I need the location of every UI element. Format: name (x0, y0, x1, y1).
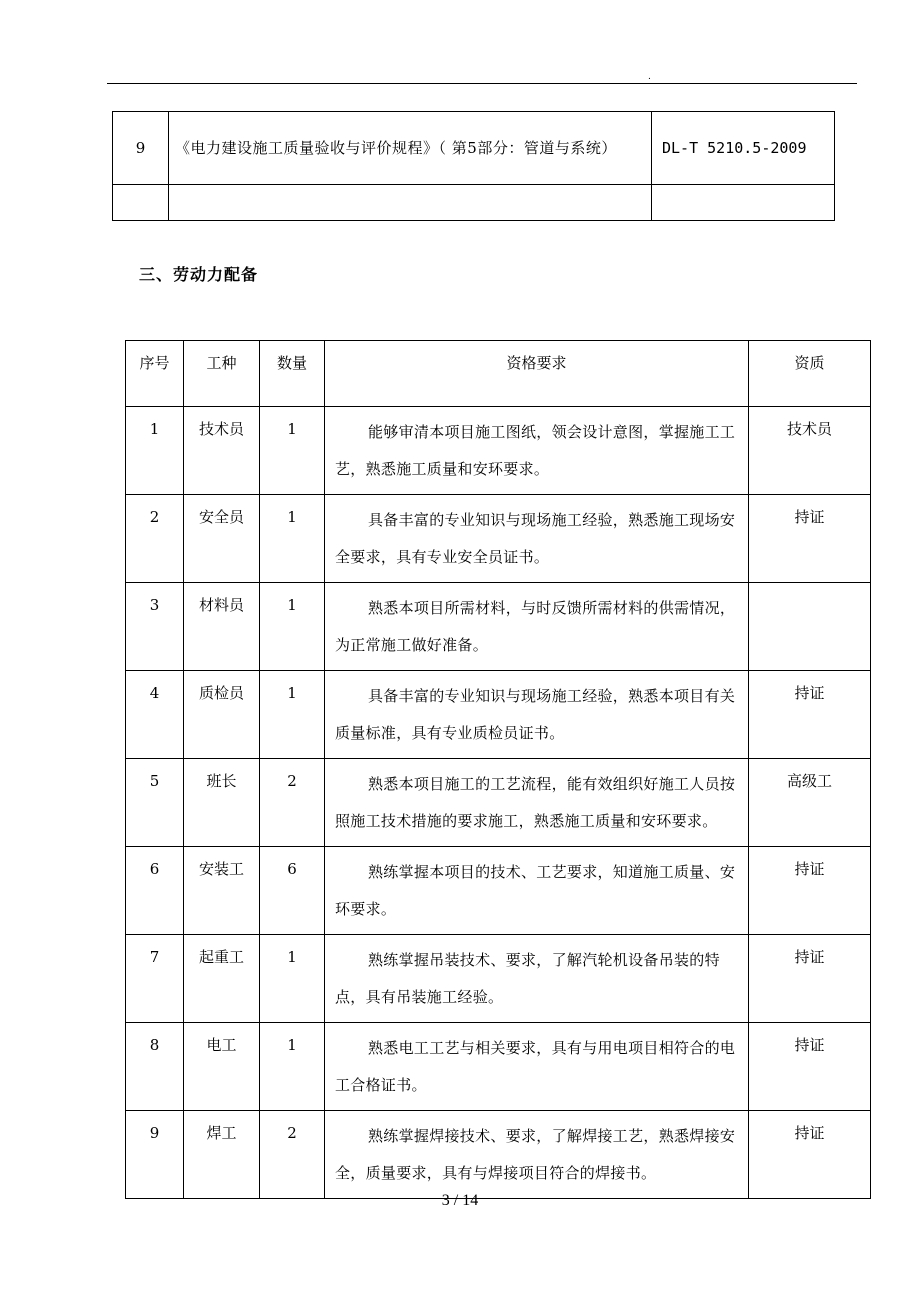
row-qualification (749, 583, 871, 671)
row-index: 4 (126, 671, 184, 759)
row-count: 1 (260, 495, 325, 583)
header-dot: . (648, 72, 651, 82)
row-index: 8 (126, 1023, 184, 1111)
row-index: 9 (126, 1111, 184, 1199)
row-trade: 质检员 (184, 671, 260, 759)
header-rule (107, 83, 857, 84)
row-trade: 技术员 (184, 407, 260, 495)
row-trade: 安全员 (184, 495, 260, 583)
row-requirement: 熟练掌握吊装技术、要求，了解汽轮机设备吊装的特点，具有吊装施工经验。 (325, 935, 749, 1023)
table-row (126, 935, 871, 1023)
row-count: 6 (260, 847, 325, 935)
col-header-count: 数量 (260, 341, 325, 407)
std-index (113, 185, 169, 221)
col-header-requirement: 资格要求 (325, 341, 749, 407)
table-row (126, 847, 871, 935)
row-qualification: 持证 (749, 1023, 871, 1111)
row-requirement: 熟悉本项目所需材料，与时反馈所需材料的供需情况，为正常施工做好准备。 (325, 583, 749, 671)
labor-table (125, 340, 871, 1199)
row-trade: 安装工 (184, 847, 260, 935)
row-trade: 材料员 (184, 583, 260, 671)
col-header-trade: 工种 (184, 341, 260, 407)
table-row (126, 759, 871, 847)
row-index: 1 (126, 407, 184, 495)
page-number: 3 / 14 (441, 1192, 479, 1209)
row-qualification: 技术员 (749, 407, 871, 495)
standards-table (112, 111, 835, 221)
section-title: 三、劳动力配备 (139, 265, 259, 284)
std-name: 《电力建设施工质量验收与评价规程》（ 第5部分：管道与系统） (169, 112, 652, 185)
col-header-index: 序号 (126, 341, 184, 407)
std-index: 9 (113, 112, 169, 185)
row-trade: 起重工 (184, 935, 260, 1023)
row-count: 1 (260, 583, 325, 671)
row-count: 2 (260, 759, 325, 847)
row-requirement: 熟练掌握本项目的技术、工艺要求，知道施工质量、安环要求。 (325, 847, 749, 935)
table-row (126, 1111, 871, 1199)
std-code (652, 185, 835, 221)
row-qualification: 高级工 (749, 759, 871, 847)
row-count: 1 (260, 407, 325, 495)
row-count: 1 (260, 935, 325, 1023)
table-row (126, 407, 871, 495)
row-requirement: 熟练掌握焊接技术、要求，了解焊接工艺，熟悉焊接安全，质量要求，具有与焊接项目符合的焊接书。 (325, 1111, 749, 1199)
table-header-row (126, 341, 871, 407)
row-qualification: 持证 (749, 671, 871, 759)
col-header-qualification: 资质 (749, 341, 871, 407)
std-name (169, 185, 652, 221)
row-requirement: 能够审清本项目施工图纸，领会设计意图，掌握施工工艺，熟悉施工质量和安环要求。 (325, 407, 749, 495)
row-count: 2 (260, 1111, 325, 1199)
row-count: 1 (260, 1023, 325, 1111)
labor-table-body (126, 407, 871, 1199)
row-requirement: 熟悉电工工艺与相关要求，具有与用电项目相符合的电工合格证书。 (325, 1023, 749, 1111)
table-row (113, 112, 835, 185)
row-requirement: 具备丰富的专业知识与现场施工经验，熟悉施工现场安全要求，具有专业安全员证书。 (325, 495, 749, 583)
row-qualification: 持证 (749, 847, 871, 935)
row-trade: 焊工 (184, 1111, 260, 1199)
row-qualification: 持证 (749, 495, 871, 583)
row-index: 7 (126, 935, 184, 1023)
row-requirement: 熟悉本项目施工的工艺流程，能有效组织好施工人员按照施工技术措施的要求施工，熟悉施工质量和安环要求。 (325, 759, 749, 847)
std-code: DL-T 5210.5-2009 (652, 112, 835, 185)
table-row (126, 671, 871, 759)
row-trade: 班长 (184, 759, 260, 847)
row-index: 2 (126, 495, 184, 583)
row-index: 3 (126, 583, 184, 671)
row-index: 5 (126, 759, 184, 847)
table-row (113, 185, 835, 221)
row-index: 6 (126, 847, 184, 935)
table-row (126, 495, 871, 583)
table-row (126, 583, 871, 671)
row-trade: 电工 (184, 1023, 260, 1111)
row-qualification: 持证 (749, 1111, 871, 1199)
row-requirement: 具备丰富的专业知识与现场施工经验，熟悉本项目有关质量标准，具有专业质检员证书。 (325, 671, 749, 759)
row-count: 1 (260, 671, 325, 759)
table-row (126, 1023, 871, 1111)
row-qualification: 持证 (749, 935, 871, 1023)
